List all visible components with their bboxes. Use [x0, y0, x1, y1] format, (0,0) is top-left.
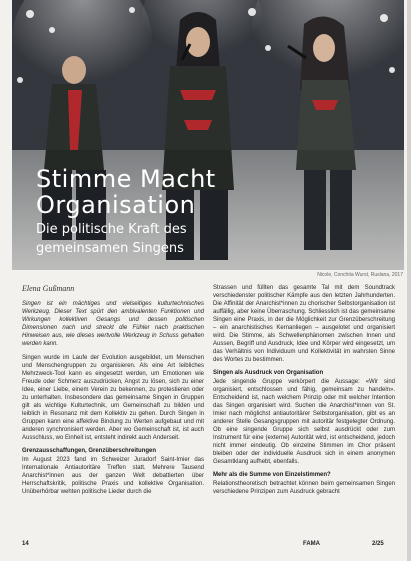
hero-photo [12, 0, 404, 270]
section-heading: Singen als Ausdruck von Organisation [213, 370, 324, 376]
paragraph: Singen wurde im Laufe der Evolution ausgebildet, um Menschen und Menschengruppen zu organisieren. Als eine Art leibliches Mehrzweck-Tool kann es eingesetzt werden, um Emotionen wie Freude oder Schmerz auszudrücken, Angst zu lösen, sich zu einer Idee, einer Liebe, einem Verein zu bekennen, zu protestieren oder zu unterhalten. Insbesondere das gemeinsame Singen in Gruppen gilt als wichtige Kulturtechnik, um Gemeinschaft zu bilden und leiblich in Resonanz mit dem Kollektiv zu gehen. Durch Singen in Gruppen kann eine affektive Bindung zu Werten aufgebaut und mit anderen synchronisiert werden. Aber wo Gemeinschaft ist, ist auch Ausschluss, wo Einheit ist, entsteht indirekt auch Anderseit. [22, 355, 204, 441]
subheadline-line-1: Die politische Kraft des [36, 222, 187, 237]
article-column-right [213, 284, 395, 501]
hero-heading-block [36, 166, 396, 256]
headline-line-2: Organisation [36, 191, 196, 219]
photo-caption: Nicole, Conchita Wurst, Ruslana, 2017 [317, 272, 403, 278]
page-number: 14 [22, 541, 29, 547]
subheadline-line-2: gemeinsamen Singens [36, 241, 184, 256]
article-column-left [22, 284, 204, 501]
paragraph: Jede singende Gruppe verkörpert die Aussage: «Wir sind organisiert, entschlossen und fähig, gemeinsam zu handeln». Entscheidend ist, nach welchem Prinzip oder mit welcher Intention das Singen organisiert wird. Suchen die Anarchist*innen von St. Imier nach möglichst antiautoritärer Selbstorganisation, gibt es an anderer Stelle Gesangsgruppen mit autoritär festgelegter Ordnung. Ob eine singende Gruppe sich selbst ausdrückt oder zum Instrument für eine (externe) Autorität wird, ist entscheidend, jedoch nicht immer eindeutig. Ob einzelne Stimmen im Chor präsent bleiben oder der individuelle Ausdruck sich in einem anonymen Gesamtklang aufhebt, ebenfalls. [213, 379, 395, 465]
issue-number: 2/25 [372, 541, 384, 547]
headline-line-1: Stimme Macht [36, 165, 216, 193]
paragraph: Relationstheoretisch betrachtet können beim gemeinsamen Singen verschiedene Prinzipen zum Ausdruck gebracht [213, 481, 395, 495]
page-edge-shadow [407, 0, 411, 561]
section-heading: Grenzausschaffungen, Grenzüberschreitungen [22, 448, 157, 454]
paragraph: Im August 2023 fand im Schweizer Juradorf Saint-Imier das Internationale Antiautoritäre Treffen statt. Mehrere Tausend Anarchist*innen aus der ganzen Welt debattierten über Herrschaftskritik, politische Praxis und kollektive Organisation. Unüberhörbar wehten politische Lieder durch die [22, 457, 204, 495]
article-lead: Singen ist ein mächtiges und vielseitiges kulturtechnisches Werkzeug. Dieser Text spürt den ambivalenten Funktionen und Wirkungen kollektiven Gesangs und dessen politischen Dimensionen nach und streckt die Fühler nach praktischen Hinweisen aus, wie dieses wertvolle Werkzeug in Schuss gehalten werden kann. [22, 301, 204, 347]
magazine-name: FAMA [303, 541, 320, 547]
paragraph: Strassen und füllten das gesamte Tal mit dem Soundtrack verschiedenster politischer Kämpfe aus den letzten Jahrhunderten. Die Affinität der Anarchist*innen zu chorischer Selbstorganisation ist auffällig, aber keine Überraschung. Schliesslich ist das gemeinsame Singen eine Praxis, in der die Möglichkeit zur Grenzüberschreitung – ein anarchistisches Kernanliegen – ausgelotet und organisiert wird. Die Stimme, als Schwellenphänomen zwischen Innen und Aussen, Begriff und Ausdruck, Idee und Körper wird eingesetzt, um das Verhältnis von Individuum und Kollektivität im wahrsten Sinne des Wortes zu bestimmen. [213, 285, 395, 363]
section-heading: Mehr als die Summe von Einzelstimmen? [213, 472, 331, 478]
author-name: Elena Gußmann [22, 284, 75, 293]
